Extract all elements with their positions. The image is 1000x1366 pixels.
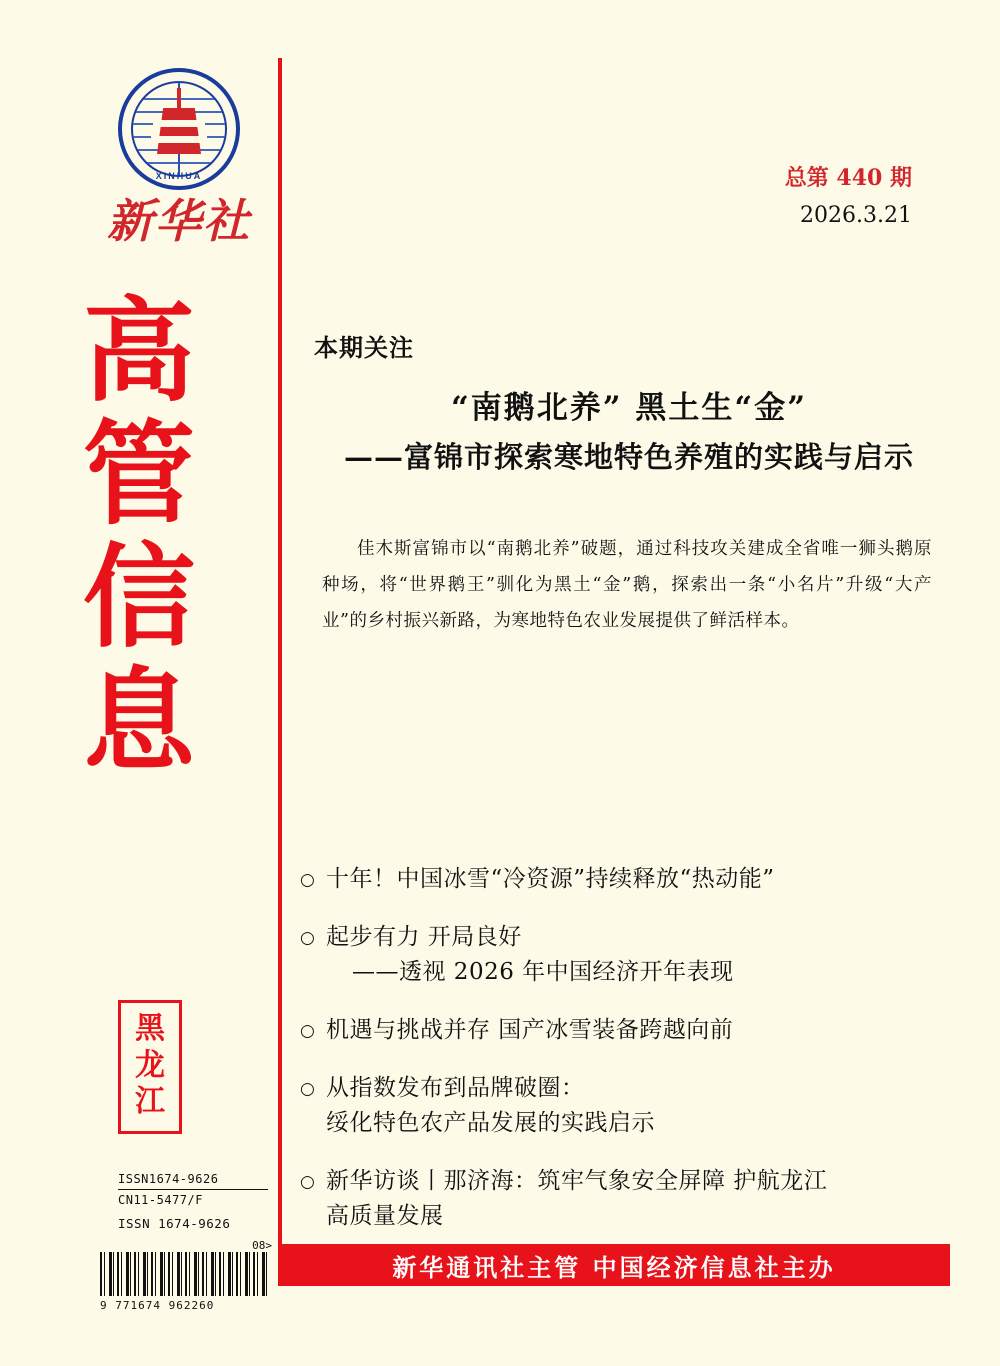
focus-label: 本期关注 <box>314 333 414 362</box>
issue-number: 总第 440 期 <box>784 165 912 191</box>
vertical-divider <box>278 58 282 1244</box>
cn-number: CN11-5477/F <box>118 1193 203 1207</box>
province-char-3: 江 <box>135 1084 165 1120</box>
feature-abstract: 佳木斯富锦市以“南鹅北养”破题，通过科技攻关建成全省唯一狮头鹅原种场，将“世界鹅王”驯化为黑土“金”鹅，探索出一条“小名片”升级“大产业”的乡村振兴新路，为寒地特色农业发展提供了鲜活样本。 <box>322 539 932 631</box>
circle-bullet-icon: ○ <box>300 927 315 948</box>
issn-block <box>118 1170 268 1234</box>
toc-item-line2: 绥化特色农产品发展的实践启示 <box>326 1110 655 1137</box>
publisher-name: 新华社 <box>107 194 251 248</box>
headline-sub: ——富锦市探索寒地特色养殖的实践与启示 <box>343 439 914 474</box>
toc-item-line1: 新华访谈丨那济海：筑牢气象安全屏障 护航龙江 <box>326 1167 828 1194</box>
province-char-1: 黑 <box>135 1011 165 1046</box>
list-item[interactable] <box>300 1013 950 1049</box>
headline-main: “南鹅北养” 黑土生“金” <box>450 390 808 426</box>
toc-item-line1: 机遇与挑战并存 国产冰雪装备跨越向前 <box>326 1016 734 1043</box>
barcode-number: 9 771674 962260 <box>100 1299 215 1312</box>
toc-item-line2: ——透视 2026 年中国经济开年表现 <box>352 959 734 986</box>
issn-full: ISSN 1674-9626 <box>118 1216 231 1231</box>
barcode <box>100 1239 272 1312</box>
xinhua-emblem-icon <box>118 68 240 190</box>
masthead-char-4: 息 <box>83 655 195 787</box>
list-item[interactable] <box>300 1164 950 1235</box>
province-char-2: 龙 <box>135 1047 165 1083</box>
list-item[interactable] <box>300 920 950 991</box>
toc-item-line1: 起步有力 开局良好 <box>326 923 522 950</box>
circle-bullet-icon: ○ <box>300 870 315 890</box>
emblem-pinyin: XINHUA <box>155 171 203 181</box>
toc-item-line2: 高质量发展 <box>326 1203 444 1230</box>
list-item[interactable] <box>300 1071 950 1142</box>
feature-headline <box>314 388 944 478</box>
circle-bullet-icon: ○ <box>300 1171 315 1192</box>
barcode-bars <box>100 1252 270 1296</box>
issue-info <box>785 160 912 235</box>
toc-item-line1: 从指数发布到品牌破圈： <box>326 1074 585 1101</box>
barcode-suffix: 08> <box>252 1239 272 1252</box>
circle-bullet-icon: ○ <box>300 1020 315 1041</box>
publisher-logo <box>104 68 254 248</box>
province-badge <box>118 1000 182 1134</box>
footer-banner: 新华通讯社主管 中国经济信息社主办 <box>278 1244 950 1286</box>
masthead-title <box>0 286 278 787</box>
issue-date: 2026.3.21 <box>800 203 912 229</box>
masthead-char-3: 信 <box>83 532 195 664</box>
cover-left-column <box>0 0 278 1366</box>
masthead-char-2: 管 <box>83 409 195 541</box>
circle-bullet-icon: ○ <box>300 1078 315 1099</box>
cover-right-column <box>300 0 950 1366</box>
toc-item-line1: 十年！中国冰雪“冷资源”持续释放“热动能” <box>326 866 775 892</box>
issn-top: ISSN1674-9626 <box>118 1170 268 1190</box>
masthead-char-1: 高 <box>83 286 195 417</box>
table-of-contents <box>300 862 950 1257</box>
list-item[interactable] <box>300 862 950 898</box>
